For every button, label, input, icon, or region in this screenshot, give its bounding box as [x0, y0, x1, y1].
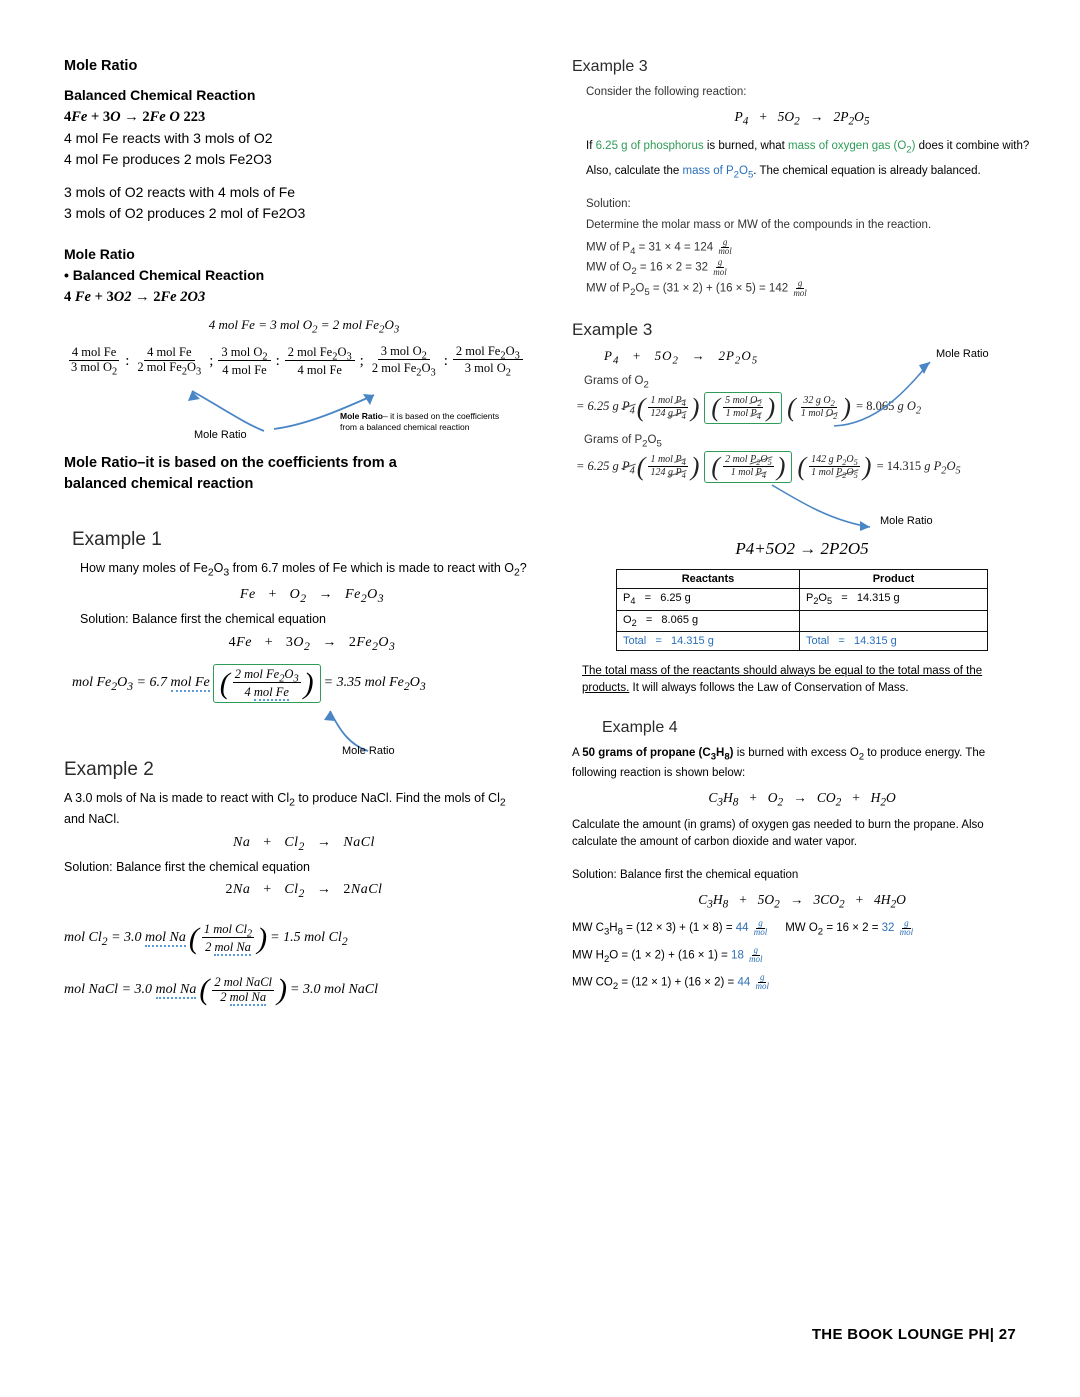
callout-note-title: Mole Ratio — [340, 410, 383, 421]
example-3a-mw-p2o5: MW of $P_2O_5 = (31 \times 2) + (16 \times 5) = 142 \frac{g}{\text{mol}}$ — [586, 278, 807, 299]
example-4-mw-c3h8-row: MW $C_3H_8 = (12 \times 3) + (1 \times 8) = 44 \frac{g}{\text{mol}}$ MW $O_2 = 16 \times 2 = 32 \frac{g}{\text{mol}}$ — [572, 917, 914, 938]
cell-total-reactants: Total = 14.315 g — [617, 631, 800, 650]
grams-o2-result: = 8.065 g $O_2$ — [852, 399, 922, 417]
statement-4: 3 mols of O2 produces 2 mol of Fe2O3 — [64, 205, 306, 222]
mw1-unit-den: mol — [718, 246, 732, 257]
summary-equation: P4+5O2 → 2P2O5 — [735, 539, 869, 559]
ex4-q-part-1: A — [572, 747, 583, 760]
statement-2: 4 mol Fe produces 2 mols Fe2O3 — [64, 151, 272, 168]
example-4-mw-o2: MW $O_2 = 16 \times 2 = 32$ — [785, 922, 895, 938]
example-2-block — [64, 759, 544, 1005]
page-footer: THE BOOK LOUNGE PH| 27 — [811, 1326, 1016, 1343]
q-part-3: does it combine with? Also, calculate the — [586, 140, 1030, 177]
mole-equality: 4 mol Fe = 3 mol $O_2 = 2$ mol $Fe_2O_3$ — [208, 317, 400, 336]
example-4-solution-label: Solution: Balance first the chemical equation — [572, 869, 799, 882]
example-3a-solution-label: Solution: — [586, 198, 631, 211]
conservation-note-underlined: The total mass of the reactants should always be equal to the total mass of the products. — [582, 664, 983, 695]
callout-label-mole-ratio: Mole Ratio — [194, 428, 247, 441]
example-2-calc2-rhs: = 3.0 mol NaCl — [290, 981, 379, 997]
heading-mole-ratio-2: Mole Ratio — [64, 246, 135, 263]
example-3a-mw-p4: MW of $P_4 = 31 \times 4 = 124 \frac{g}{\text{mol}}$ — [586, 236, 732, 257]
cell-o2: $O_2 = 8.065$ g — [617, 610, 800, 631]
right-column — [572, 58, 1032, 993]
equation-2: 4 Fe + 3O2 → 2Fe 2O3 — [64, 288, 206, 305]
table-header-row — [617, 570, 988, 589]
example-3a-solution-line: Determine the molar mass or MW of the compounds in the reaction. — [586, 218, 932, 231]
example-3a-equation: $P_4 + 5O_2$ → $2P_2O_5$ — [734, 108, 870, 128]
mass-balance-table — [616, 569, 988, 650]
ratio-2: $\frac{\text{4 mol Fe}}{2 mol Fe_2O_3}$ — [137, 345, 202, 378]
example-2-calc1-lhs: mol $Cl_2 = 3.0$ mol Na — [64, 929, 186, 948]
q-part-4: . The chemical equation is already balanced. — [753, 164, 981, 177]
example-2-calc2-lhs: mol NaCl = 3.0 mol Na — [64, 981, 197, 997]
table-row — [617, 589, 988, 610]
mole-ratio-callout-bottom — [572, 483, 1032, 537]
mole-ratio-box-p2o5: ( $\frac{2 mol P_2O_5}{1 mol P_4}$ ) — [704, 451, 792, 483]
mole-ratio-arrow-bottom — [762, 483, 1022, 537]
conservation-note — [572, 663, 1022, 698]
grams-p2o5-label: Grams of $P_2O_5$ — [584, 434, 662, 450]
ratio-4: $\frac{2 mol Fe_2O_3}{\text{4 mol Fe}}$ — [281, 345, 359, 378]
ratio-6: $\frac{2 mol Fe_2O_3}{3 mol O_2}$ — [449, 344, 527, 379]
q-part-2: is burned, what — [703, 140, 789, 153]
example-3a-mw-o2: MW of $O_2 = 16 \times 2 = 32 \frac{g}{\text{mol}}$ — [586, 257, 727, 278]
callout-note-text: – it is based on the coefficients from a balanced chemical reaction — [340, 410, 500, 432]
ratio-1: $\frac{\text{4 mol Fe}}{3 mol O_2}$ — [64, 345, 124, 378]
mw1-unit-num: g — [722, 236, 728, 247]
cell-total-product: Total = 14.315 g — [799, 631, 987, 650]
statement-3: 3 mols of O2 reacts with 4 mols of Fe — [64, 184, 296, 201]
example-3a-intro: Consider the following reaction: — [586, 86, 747, 98]
ratio-5: $\frac{3 mol O_2}{2 mol Fe_2O_3}$ — [371, 343, 436, 379]
cell-p2o5: $P_2O_5 = 14.315$ g — [799, 589, 987, 610]
callout-note-mole-ratio — [340, 411, 500, 433]
mole-ratio-arrow-top — [818, 354, 1018, 434]
example-1-balanced: $4Fe + 3O_2$ → $2Fe_2O_3$ — [228, 634, 396, 653]
bullet-balanced-reaction: • Balanced Chemical Reaction — [64, 266, 265, 283]
table-header-reactants: Reactants — [617, 570, 800, 589]
example-2-calc1-rhs: = 1.5 mol $Cl_2$ — [270, 929, 348, 948]
callout-area — [64, 379, 544, 449]
conservation-note-rest: It will always follows the Law of Conservation of Mass. — [629, 682, 909, 695]
heading-balanced-reaction: Balanced Chemical Reaction — [64, 87, 256, 103]
example-3b-figure — [572, 348, 1032, 537]
example-2-equation: $Na + Cl_2$ → NaCl — [233, 834, 375, 853]
table-header-product: Product — [799, 570, 987, 589]
example-4-mw-h2o: MW $H_2O = (1 \times 2) + (16 \times 1) = 18 \frac{g}{\text{mol}}$ — [572, 944, 763, 965]
mole-ratio-box-o2: ( $\frac{5 mol O_2}{1 mol P_4}$ ) — [704, 392, 782, 424]
heading-mole-ratio: Mole Ratio — [64, 58, 138, 74]
table-row — [617, 631, 988, 650]
example-1-title: Example 1 — [72, 528, 162, 550]
ratio-3: $\frac{3 mol O_2}{\text{4 mol Fe}}$ — [214, 345, 274, 378]
example-1-block — [64, 529, 544, 763]
example-3a-question: If 6.25 g of phosphorus is burned, what mass of oxygen gas $(O_2)$ does it combine with? Also, calculate the mass of $P_2O_5$. The chemical equation is already balanced. — [586, 140, 1030, 181]
example-4-block — [572, 719, 1032, 991]
mole-ratio-label-top: Mole Ratio — [936, 348, 989, 361]
grams-o2-calculation: = 6.25 g $P_4$ ( $\frac{1 mol P_4}{124 g P_4}$ ) ( $\frac{5 mol O_2}{1 mol P_4}$ ) ( $\frac{32 g O_2}{1 mol O_2}$ ) = 8.065 g $O_2$ — [576, 393, 922, 423]
example-2-ratio-2: ( $\frac{\text{2 mol NaCl}}{\text{2 mol Na}}$ ) — [199, 972, 288, 1006]
example-1-callout-area — [72, 707, 544, 763]
example-4-title: Example 4 — [602, 719, 678, 737]
example-4-mw-c3h8: MW $C_3H_8 = (12 \times 3) + (1 \times 8) = 44$ — [572, 922, 749, 938]
example-2-balanced: $2Na + Cl_2$ → 2NaCl — [225, 882, 383, 901]
q-part-1: If — [586, 140, 596, 153]
equation-1: 4Fe + 3O → 2Fe O 223 — [64, 108, 206, 125]
q-highlight-1: 6.25 g of phosphorus — [595, 140, 704, 153]
example-4-mw-co2: MW $CO_2 = (12 \times 1) + (16 \times 2) = 44 \frac{g}{\text{mol}}$ — [572, 971, 769, 992]
example-2-solution-label: Solution: Balance first the chemical equation — [64, 860, 310, 875]
example-1-calc-rhs: = 3.35 mol $Fe_2O_3$ — [323, 674, 426, 693]
example-1-calc-lhs: mol $Fe_2O_3 = 6.7$ mol Fe — [72, 674, 210, 693]
mole-ratio-label-bottom: Mole Ratio — [880, 515, 933, 528]
grams-o2-label: Grams of $O_2$ — [584, 374, 649, 391]
example-1-solution-label: Solution: Balance first the chemical equation — [80, 612, 326, 627]
left-column — [64, 58, 544, 1009]
cell-empty — [799, 610, 987, 631]
example-2-calculation-1 — [64, 922, 544, 955]
table-row — [617, 610, 988, 631]
mole-ratio-definition: Mole Ratio–it is based on the coefficients from a balanced chemical reaction — [64, 454, 397, 492]
example-1-question: How many moles of $Fe_2O_3$ from 6.7 moles of Fe which is made to react with $O_2$? — [80, 560, 527, 579]
example-3b-equation: $P_4 + 5O_2$ → $2P_2O_5$ — [604, 348, 759, 367]
cell-p4: $P_4 = 6.25$ g — [617, 589, 800, 610]
example-4-ask: Calculate the amount (in grams) of oxygen gas needed to burn the propane. Also calculate the amount of carbon dioxide and water vapor. — [572, 818, 984, 849]
mole-ratio-fraction-row: $\frac{\text{4 mol Fe}}{3 mol O_2}$ : $\frac{\text{4 mol Fe}}{2 mol Fe_2O_3}$ ; $\frac{3 mol O_2}{\text{4 mol Fe}}$ : $\frac{2 mol Fe_2O_3}{\text{4 mol Fe}}$ ; $\frac{3 mol O_2}{2 mol Fe_2O_3}$ : $\frac{2 mol Fe_2O_3}{3 mol O_2}$ — [64, 344, 544, 379]
statement-1: 4 mol Fe reacts with 3 mols of O2 — [64, 130, 273, 147]
example-2-title: Example 2 — [64, 758, 154, 780]
example-1-mole-ratio-box: ( $\frac{2 mol Fe_2O_3}{\text{4 mol Fe}}$ ) — [213, 664, 321, 703]
grams-p2o5-calculation: = 6.25 g $P_4$ ( $\frac{1 mol P_4}{124 g P_4}$ ) ( $\frac{2 mol P_2O_5}{1 mol P_4}$ ) ( $\frac{142 g P_2O_5}{1 mol P_2O_5}$ ) = 14.315 g $P_2O_5$ — [576, 452, 961, 482]
example-2-question: A 3.0 mols of Na is made to react with $Cl_2$ to produce NaCl. Find the mols of $Cl_2$ and NaCl. — [64, 790, 506, 827]
example-4-balanced: $C_3H_8 + 5O_2$ → $3CO_2 + 4H_2O$ — [698, 892, 906, 911]
example-4-equation: $C_3H_8 + O_2$ → $CO_2 + H_2O$ — [708, 790, 896, 809]
example-1-equation: $Fe + O_2$ → $Fe_2O_3$ — [239, 586, 385, 605]
example-3b-block — [572, 320, 1032, 559]
example-3b-title: Example 3 — [572, 320, 653, 340]
example-1-calculation — [72, 664, 544, 703]
example-2-calculation-2 — [64, 972, 544, 1006]
example-1-callout-label: Mole Ratio — [342, 744, 395, 757]
example-4-question: A 50 grams of propane $(C_3H_8)$ is burned with excess $O_2$ to produce energy. The following reaction is shown below: — [572, 747, 986, 779]
example-2-ratio-1: ( $\frac{1 mol Cl_2}{\text{2 mol Na}}$ ) — [188, 921, 268, 955]
grams-p2o5-result: = 14.315 g $P_2O_5$ — [873, 458, 961, 477]
example-3a-title: Example 3 — [572, 58, 648, 75]
example-3a-block — [572, 58, 1032, 298]
